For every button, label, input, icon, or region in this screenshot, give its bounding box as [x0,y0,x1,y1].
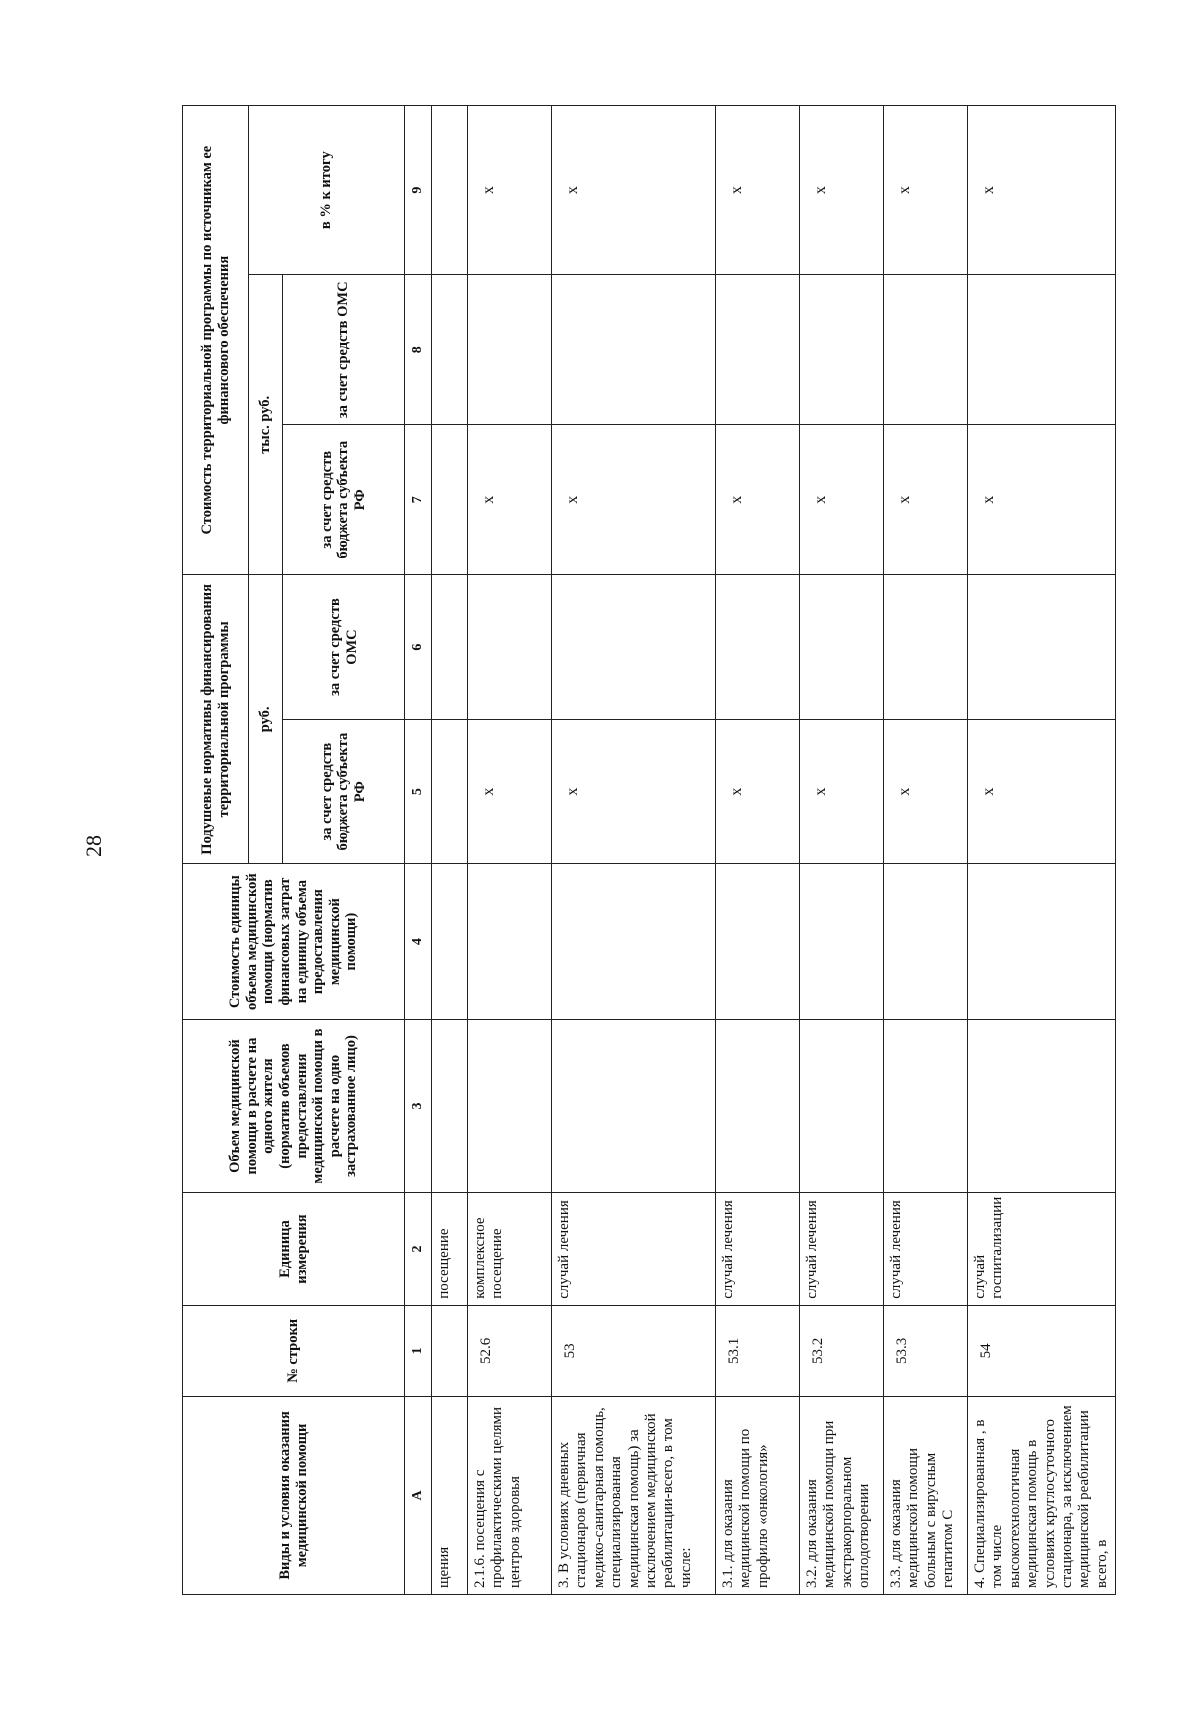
row-volume [968,1019,1116,1193]
financing-table [182,105,1116,1595]
row-oms-rub [884,575,968,720]
row-oms-thousand [716,275,800,425]
row-budget-rub: х [968,719,1116,864]
col-number: 2 [405,1193,432,1305]
rotated-table-container [182,105,1110,1595]
header-percent-total: в % к итогу [249,106,405,275]
header-unit-thousand-rub: тыс. руб. [249,275,283,575]
row-unit-cost [432,864,468,1019]
header-unit-rub: руб. [249,575,283,864]
row-unit-cost [716,864,800,1019]
col-number: 7 [405,425,432,575]
header-budget-thousand: за счет средств бюджета субъекта РФ [283,425,405,575]
row-budget-rub [432,719,468,864]
row-name: щения [432,1396,468,1594]
header-kinds-conditions: Виды и условия оказания медицинской помощи [183,1396,405,1594]
row-unit-cost [552,864,716,1019]
row-name: 3. В условиях дневных стационаров (первичная медико-санитарная помощь, специализированная медицинская помощь) за исключением медицинской реабилитации-всего, в том числе: [552,1396,716,1594]
row-budget-rub: х [468,719,552,864]
col-number: 8 [405,275,432,425]
row-oms-rub [800,575,884,720]
row-volume [468,1019,552,1193]
row-unit-cost [468,864,552,1019]
table-row [884,106,968,1595]
row-budget-thousand: х [468,425,552,575]
header-unit: Единица измерения [183,1193,405,1305]
header-oms-rub: за счет средств ОМС [283,575,405,720]
header-budget-rub: за счет средств бюджета субъекта РФ [283,719,405,864]
row-unit: комплексное посещение [468,1193,552,1305]
table-row [468,106,552,1595]
row-unit-cost [800,864,884,1019]
col-number: 3 [405,1019,432,1193]
row-budget-thousand: х [552,425,716,575]
col-number: А [405,1396,432,1594]
row-unit: случай лечения [716,1193,800,1305]
row-name: 4. Специализированная , в том числе высокотехнологичная медицинская помощь в условиях круглосуточного стационара, за исключением медицинской реабилитации всего, в [968,1396,1116,1594]
page-number: 28 [81,835,106,857]
row-budget-thousand: х [884,425,968,575]
table-row [552,106,716,1595]
header-volume: Объем медицинской помощи в расчете на одного жителя (норматив объемов предоставления медицинской помощи в расчете на одно застрахованное лицо) [183,1019,405,1193]
row-oms-thousand [432,275,468,425]
row-volume [800,1019,884,1193]
row-oms-thousand [800,275,884,425]
header-per-capita-group: Подушевые нормативы финансирования территориальной программы [183,575,249,864]
row-unit: случай лечения [552,1193,716,1305]
col-number: 1 [405,1305,432,1396]
row-unit: посещение [432,1193,468,1305]
row-percent: х [716,106,800,275]
row-volume [552,1019,716,1193]
col-number: 9 [405,106,432,275]
row-percent: х [800,106,884,275]
row-number: 53.1 [716,1305,800,1396]
row-oms-rub [432,575,468,720]
table-row [432,106,468,1595]
row-oms-rub [468,575,552,720]
row-volume [432,1019,468,1193]
row-budget-thousand: х [968,425,1116,575]
header-oms-thousand: за счет средств ОМС [283,275,405,425]
row-name: 3.2. для оказания медицинской помощи при экстракорпоральном оплодотворении [800,1396,884,1594]
row-volume [884,1019,968,1193]
row-percent [432,106,468,275]
row-budget-rub: х [800,719,884,864]
row-number: 53 [552,1305,716,1396]
row-percent: х [884,106,968,275]
row-percent: х [552,106,716,275]
row-number: 53.3 [884,1305,968,1396]
row-unit: случай лечения [800,1193,884,1305]
row-budget-rub: х [552,719,716,864]
row-oms-rub [552,575,716,720]
row-unit: случай госпитализации [968,1193,1116,1305]
row-oms-rub [968,575,1116,720]
row-percent: х [468,106,552,275]
row-oms-rub [716,575,800,720]
row-unit-cost [884,864,968,1019]
row-name: 3.3. для оказания медицинской помощи больным с вирусным гепатитом С [884,1396,968,1594]
row-name: 3.1. для оказания медицинской помощи по профилю «онкология» [716,1396,800,1594]
row-number: 54 [968,1305,1116,1396]
row-number [432,1305,468,1396]
table-row [800,106,884,1595]
header-row-number: № строки [183,1305,405,1396]
row-budget-thousand [432,425,468,575]
row-budget-rub: х [884,719,968,864]
header-cost-group: Стоимость территориальной программы по источникам ее финансового обеспечения [183,106,249,575]
row-budget-thousand: х [716,425,800,575]
row-unit: случай лечения [884,1193,968,1305]
row-oms-thousand [884,275,968,425]
row-number: 52.6 [468,1305,552,1396]
row-budget-rub: х [716,719,800,864]
row-oms-thousand [552,275,716,425]
row-volume [716,1019,800,1193]
row-unit-cost [968,864,1116,1019]
header-unit-cost: Стоимость единицы объема медицинской помощи (норматив финансовых затрат на единицу объема предоставления медицинской помощи) [183,864,405,1019]
row-oms-thousand [468,275,552,425]
row-budget-thousand: х [800,425,884,575]
col-number: 4 [405,864,432,1019]
row-number: 53.2 [800,1305,884,1396]
row-percent: х [968,106,1116,275]
col-number: 5 [405,719,432,864]
row-name: 2.1.6. посещения с профилактическими целями центров здоровья [468,1396,552,1594]
table-row [968,106,1116,1595]
row-oms-thousand [968,275,1116,425]
table-row [716,106,800,1595]
col-number: 6 [405,575,432,720]
